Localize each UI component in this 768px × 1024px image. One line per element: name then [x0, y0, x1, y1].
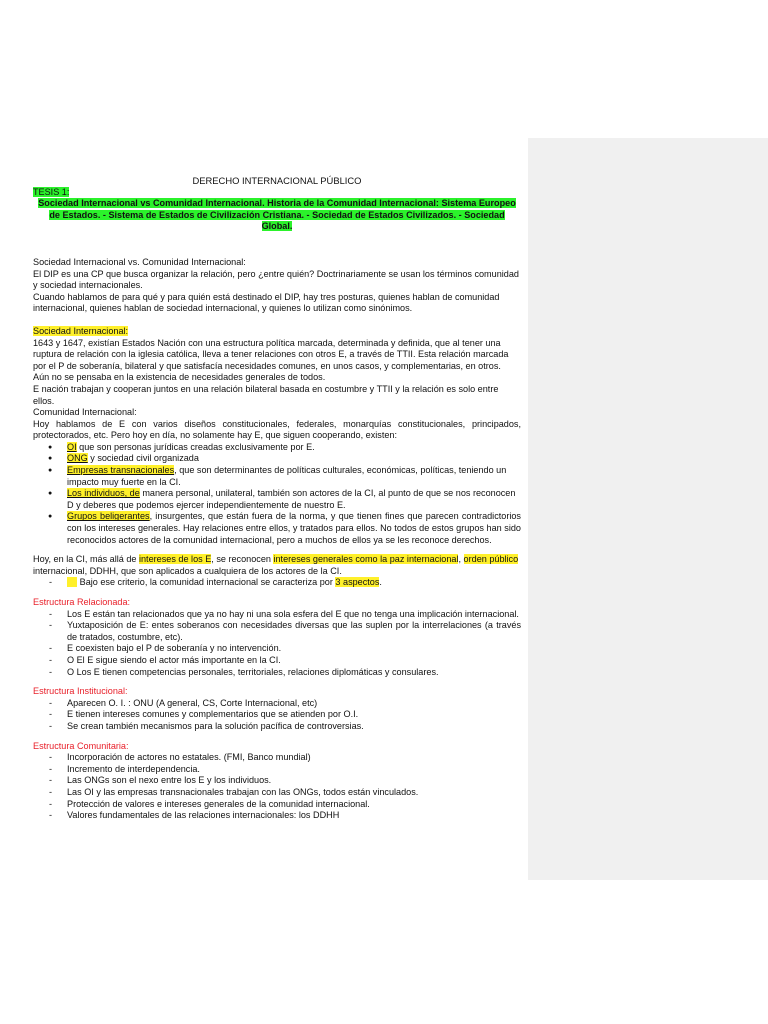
today-highlight-1: intereses de los E — [138, 554, 212, 565]
actor-text: manera personal, unilateral, también son actores de la CI, al punto de que se nos reconocen D y deberes que podemos ejercer independientemente de nuestro E. — [67, 488, 516, 510]
section2-paragraph-1: 1643 y 1647, existían Estados Nación con una estructura política marcada, determinada y definida, que al tener una ruptura de relación con la iglesia católica, lleva a tener relaciones con otros E, a través de TTII. Esta relación marcada por el P de soberanía, bilateral y que satisfacía necesidades comunes, en unos casos, y complementarias, en otros. — [33, 337, 509, 371]
list-item: - Incorporación de actores no estatales. (FMI, Banco mundial) — [33, 752, 521, 764]
list-item: - Incremento de interdependencia. — [33, 764, 521, 776]
actors-list — [33, 442, 521, 546]
tesis-subtitle-text: Sociedad Internacional vs Comunidad Internacional. Historia de la Comunidad Internacional: Sistema Europeo de Estados. - Sistema de Estados de Civilización Cristiana. - Sociedad de Estados Civilizados. - Sociedad Global. — [38, 198, 516, 232]
document-title: DERECHO INTERNACIONAL PÚBLICO — [192, 175, 362, 186]
list-item: - Protección de valores e intereses generales de la comunidad internacional. — [33, 799, 521, 811]
tesis-label-text: TESIS 1: — [33, 186, 70, 197]
section1-heading: Sociedad Internacional vs. Comunidad Internacional: — [33, 256, 246, 267]
section2-heading-text: Sociedad Internacional: — [33, 325, 129, 336]
list-item — [33, 577, 521, 589]
today-bullet-end: . — [379, 577, 382, 588]
actor-item — [33, 442, 521, 454]
tesis-label — [33, 187, 521, 199]
actor-highlight: Grupos beligerantes — [67, 511, 150, 522]
section2-paragraph-3: E nación trabajan y cooperan juntos en una relación bilateral basada en costumbre y TTII y la relación es solo entre ellos. — [33, 383, 499, 406]
comunitaria-list — [33, 752, 521, 822]
today-text: , se reconocen — [211, 554, 274, 565]
section2-heading — [33, 326, 521, 338]
actor-item — [33, 453, 521, 465]
today-bullet-highlight: 3 aspectos — [335, 577, 380, 588]
actor-text: y sociedad civil organizada — [87, 453, 199, 464]
actor-text: , que son determinantes de políticas culturales, económicas, políticas, teniendo un impacto muy fuerte en la CI. — [67, 465, 507, 487]
list-item: - Aparecen O. I. : ONU (A general, CS, Corte Internacional, etc) — [33, 698, 521, 710]
today-text: internacional, DDHH, que son aplicados a cualquiera de los actores de la CI. — [33, 565, 342, 576]
actor-item — [33, 465, 521, 488]
section2-paragraph-5: Hoy hablamos de E con varios diseños constitucionales, federales, monarquías constitucionales, principados, protectorados, etc. Pero hoy en día, no solamente hay E, que siguen cooperando, existen: — [33, 418, 521, 441]
comunidad-heading: Comunidad Internacional: — [33, 407, 137, 418]
actor-highlight: OI — [67, 441, 77, 452]
list-item: - Se crean también mecanismos para la solución pacífica de controversias. — [33, 721, 521, 733]
today-text: , — [458, 554, 464, 565]
section2-paragraph-2: Aún no se pensaba en la existencia de necesidades generales de todos. — [33, 372, 326, 383]
section1-paragraph-2: Cuando hablamos de para qué y para quién está destinado el DIP, hay tres posturas, quienes hablan de comunidad internacional, quienes hablan de sociedad internacional, y quienes lo utilizan como sinónimos. — [33, 291, 500, 314]
actor-text: que son personas jurídicas creadas exclusivamente por E. — [76, 441, 315, 452]
today-highlight-2: intereses generales como la paz internacional — [273, 554, 459, 565]
today-text: Hoy, en la CI, más allá de — [33, 554, 139, 565]
list-item: - Los E están tan relacionados que ya no hay ni una sola esfera del E que no tenga una implicación internacional. — [33, 609, 521, 621]
comments-pane — [528, 138, 768, 880]
institucional-heading: Estructura Institucional: — [33, 686, 128, 697]
list-item: - E tienen intereses comunes y complementarios que se atienden por O.I. — [33, 709, 521, 721]
today-highlight-3: orden público — [463, 554, 519, 565]
actor-item — [33, 511, 521, 546]
list-item: - Valores fundamentales de las relaciones internacionales: los DDHH — [33, 810, 521, 822]
list-item: - Yuxtaposición de E: entes soberanos con necesidades diversas que las suplen por la interrelaciones (a través de tratados, costumbre, etc). — [33, 620, 521, 643]
list-item: - O El E sigue siendo el actor más importante en la CI. — [33, 655, 521, 667]
relacionada-heading: Estructura Relacionada: — [33, 597, 131, 607]
list-item: - O Los E tienen competencias personales, territoriales, relaciones diplomáticas y consulares. — [33, 667, 521, 679]
actor-item — [33, 488, 521, 511]
actor-highlight: Empresas transnacionales — [67, 465, 175, 476]
actor-highlight: ONG — [67, 453, 88, 464]
actor-highlight: Los individuos, de — [67, 488, 140, 499]
today-list — [33, 577, 521, 589]
relacionada-list — [33, 609, 521, 679]
today-paragraph — [33, 554, 521, 577]
list-item: - E coexisten bajo el P de soberanía y no intervención. — [33, 643, 521, 655]
document-body — [33, 175, 521, 822]
section1-paragraph-1: El DIP es una CP que busca organizar la relación, pero ¿entre quién? Doctrinariamente se usan los términos comunidad y sociedad internacionales. — [33, 268, 519, 291]
list-item: - Las OI y las empresas transnacionales trabajan con las ONGs, todos están vinculados. — [33, 787, 521, 799]
institucional-list — [33, 698, 521, 733]
list-item: - Las ONGs son el nexo entre los E y los individuos. — [33, 775, 521, 787]
actor-text: , insurgentes, que están fuera de la norma, y que tienen fines que parecen contradictorios con los intereses generales. Hay relaciones entre ellos, y tratados para ellos. No todos de estos grupos han sido reconocidos actores de la comunidad internacional, pero a muchos de ellos ya se les reconoce derechos. — [67, 511, 521, 545]
today-bullet-text: Bajo ese criterio, la comunidad internacional se caracteriza por — [79, 577, 336, 588]
tesis-subtitle — [33, 198, 521, 233]
comunitaria-heading: Estructura Comunitaria: — [33, 740, 129, 751]
